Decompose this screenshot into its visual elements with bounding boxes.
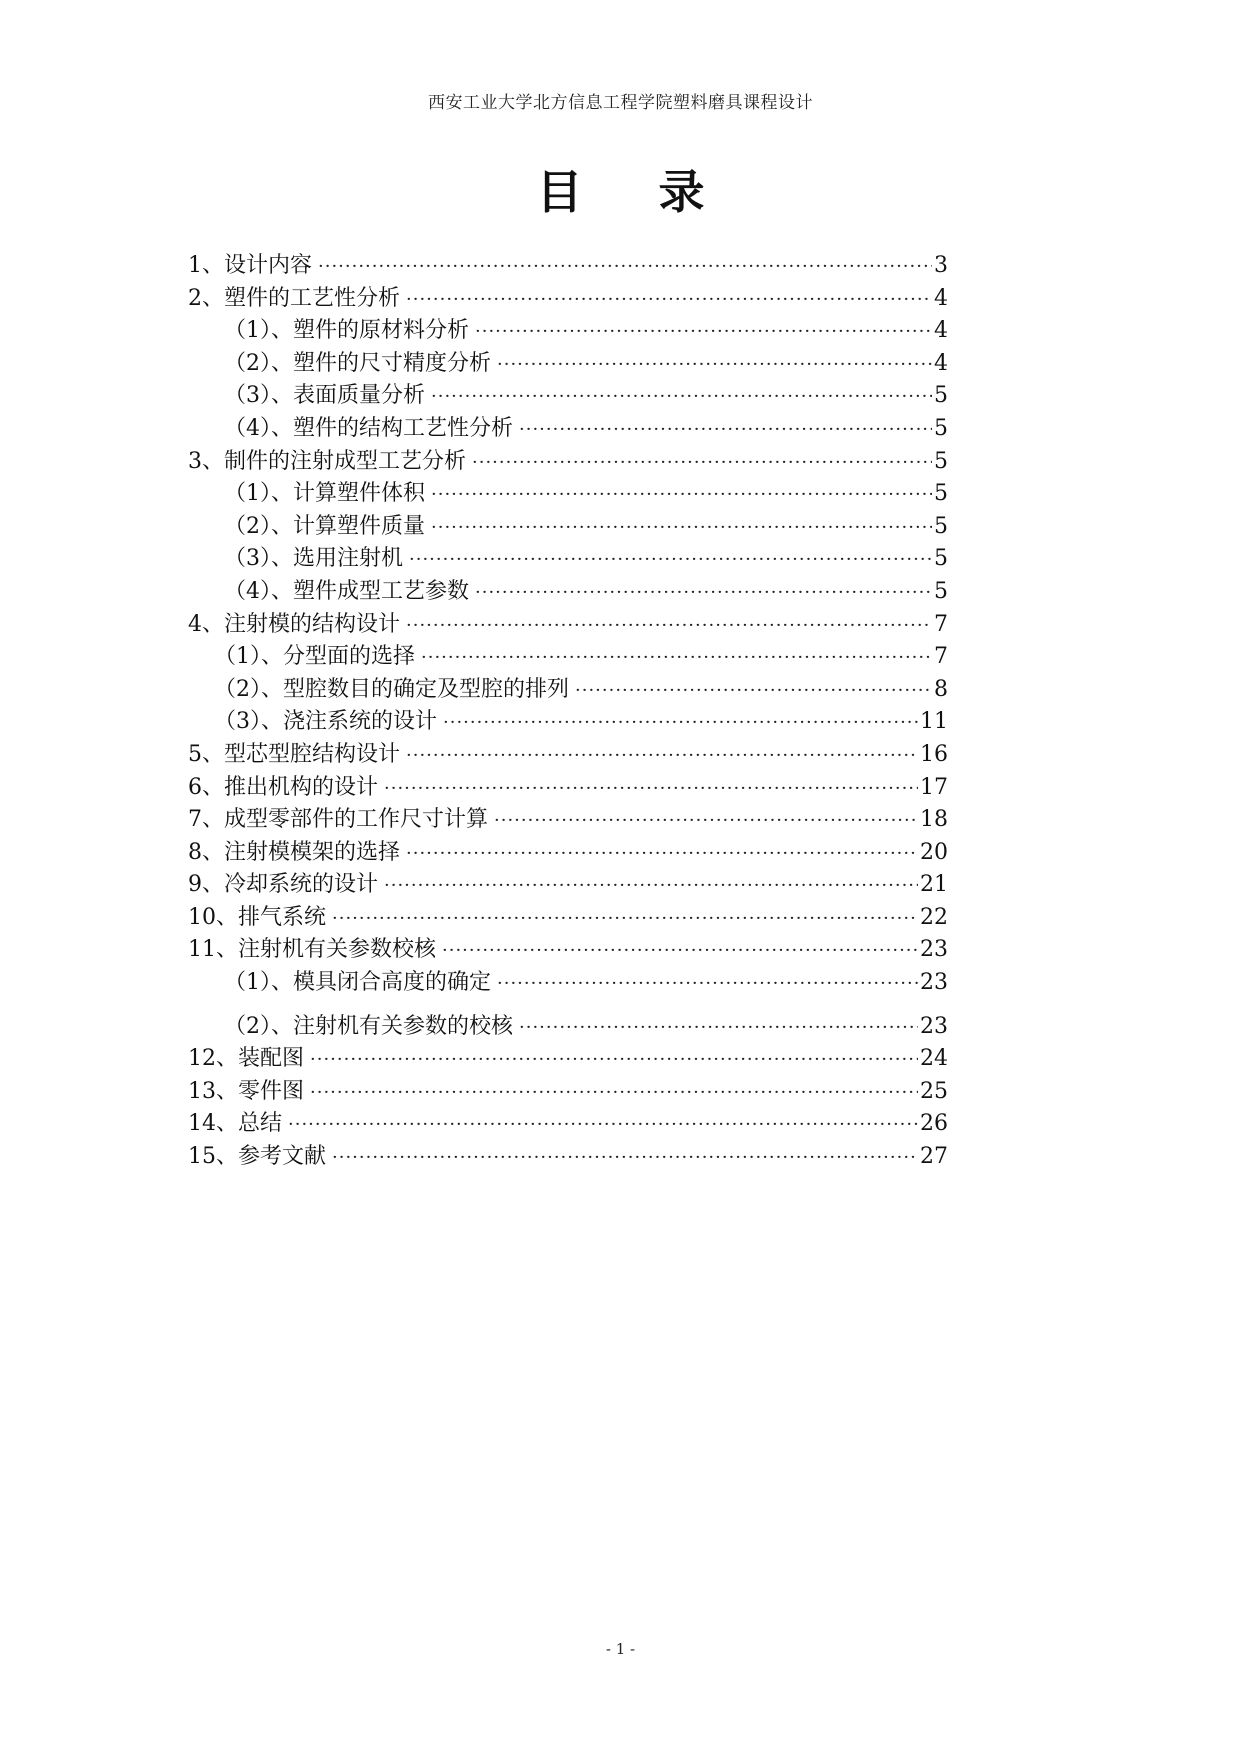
toc-entry[interactable] xyxy=(188,1139,948,1172)
toc-entry-label: 11、注射机有关参数校核 xyxy=(188,937,436,963)
toc-entry-page: 5 xyxy=(934,481,948,507)
toc-dot-leader xyxy=(406,289,932,310)
toc-entry-page: 26 xyxy=(920,1111,948,1137)
toc-entry-page: 17 xyxy=(920,774,948,800)
toc-dot-leader xyxy=(494,810,918,831)
toc-dot-leader xyxy=(519,1017,918,1038)
toc-entry-label: （3）、浇注系统的设计 xyxy=(214,709,437,735)
toc-dot-leader xyxy=(472,452,932,473)
toc-entry-page: 5 xyxy=(934,546,948,572)
toc-entry-label: （2）、型腔数目的确定及型腔的排列 xyxy=(214,676,569,702)
page-number: - 1 - xyxy=(605,1640,636,1658)
toc-entry-label: （1）、塑件的原材料分析 xyxy=(224,318,469,344)
toc-entry-label: 2、塑件的工艺性分析 xyxy=(188,285,400,311)
toc-entry-label: （1）、计算塑件体积 xyxy=(224,481,425,507)
toc-entry-page: 4 xyxy=(934,318,948,344)
toc-entry-label: （4）、塑件的结构工艺性分析 xyxy=(224,415,513,441)
toc-entry-label: 9、冷却系统的设计 xyxy=(188,872,378,898)
toc-entry[interactable] xyxy=(188,346,948,379)
toc-entry[interactable] xyxy=(188,704,948,737)
toc-title: 目 录 xyxy=(536,165,735,219)
toc-entry-page: 5 xyxy=(934,578,948,604)
toc-entry[interactable] xyxy=(188,444,948,477)
toc-entry-label: 3、制件的注射成型工艺分析 xyxy=(188,448,466,474)
toc-entry-label: （2）、计算塑件质量 xyxy=(224,513,425,539)
toc-dot-leader xyxy=(443,712,918,733)
toc-entry[interactable] xyxy=(188,248,948,281)
toc-entry[interactable] xyxy=(188,932,948,965)
toc-entry[interactable] xyxy=(188,411,948,444)
toc-entry-label: 4、注射模的结构设计 xyxy=(188,611,400,637)
toc-entry-page: 27 xyxy=(920,1144,948,1170)
toc-dot-leader xyxy=(288,1114,918,1135)
toc-entry-label: 10、排气系统 xyxy=(188,904,326,930)
toc-entry-label: （4）、塑件成型工艺参数 xyxy=(224,578,469,604)
toc-dot-leader xyxy=(431,386,932,407)
toc-entry-label: 6、推出机构的设计 xyxy=(188,774,378,800)
toc-entry[interactable] xyxy=(188,639,948,672)
toc-entry-label: （3）、选用注射机 xyxy=(224,546,403,572)
toc-entry[interactable] xyxy=(188,1009,948,1042)
toc-entry[interactable] xyxy=(188,737,948,770)
toc-entry-label: 14、总结 xyxy=(188,1111,282,1137)
toc-entry-label: （1）、模具闭合高度的确定 xyxy=(224,970,491,996)
running-header: 西安工业大学北方信息工程学院塑料磨具课程设计 xyxy=(428,93,813,113)
toc-entry-page: 5 xyxy=(934,448,948,474)
toc-entry-label: （3）、表面质量分析 xyxy=(224,383,425,409)
toc-entry[interactable] xyxy=(188,509,948,542)
toc-entry[interactable] xyxy=(188,900,948,933)
toc-dot-leader xyxy=(406,615,932,636)
toc-dot-leader xyxy=(421,647,932,668)
toc-entry[interactable] xyxy=(188,378,948,411)
toc-dot-leader xyxy=(310,1082,918,1103)
toc-entry-label: 13、零件图 xyxy=(188,1078,304,1104)
toc-entry[interactable] xyxy=(188,867,948,900)
toc-dot-leader xyxy=(497,354,932,375)
toc-entry-label: 1、设计内容 xyxy=(188,253,312,278)
toc-entry[interactable] xyxy=(188,835,948,868)
toc-entry-page: 7 xyxy=(934,644,948,670)
toc-entry-label: 8、注射模模架的选择 xyxy=(188,839,400,865)
toc-entry[interactable] xyxy=(188,1074,948,1107)
toc-entry[interactable] xyxy=(188,965,948,998)
toc-dot-leader xyxy=(475,582,932,603)
toc-entry[interactable] xyxy=(188,541,948,574)
toc-entry-page: 24 xyxy=(920,1046,948,1072)
toc-entry-page: 8 xyxy=(934,676,948,702)
toc-dot-leader xyxy=(406,745,918,766)
toc-entry-label: 5、型芯型腔结构设计 xyxy=(188,741,400,767)
toc-entry-page: 11 xyxy=(920,709,948,735)
toc-dot-leader xyxy=(310,1049,918,1070)
toc-entry-page: 7 xyxy=(934,611,948,637)
toc-dot-leader xyxy=(519,419,932,440)
toc-entry[interactable] xyxy=(188,1106,948,1139)
toc-dot-leader xyxy=(497,973,918,994)
toc-dot-leader xyxy=(575,680,932,701)
toc-entry-page: 5 xyxy=(934,513,948,539)
toc-entry-page: 20 xyxy=(920,839,948,865)
toc-entry-page: 23 xyxy=(920,970,948,996)
toc-entry[interactable] xyxy=(188,607,948,640)
toc-list xyxy=(188,248,948,1172)
toc-entry-label: 15、参考文献 xyxy=(188,1144,326,1170)
toc-dot-leader xyxy=(332,1147,918,1168)
toc-dot-leader xyxy=(431,517,932,538)
toc-entry-page: 23 xyxy=(920,1013,948,1039)
toc-entry-page: 16 xyxy=(920,741,948,767)
toc-dot-leader xyxy=(384,875,918,896)
toc-entry-label: 7、成型零部件的工作尺寸计算 xyxy=(188,807,488,833)
toc-entry[interactable] xyxy=(188,1041,948,1074)
toc-entry-page: 22 xyxy=(920,904,948,930)
toc-dot-leader xyxy=(406,843,918,864)
toc-dot-leader xyxy=(384,778,918,799)
toc-entry-page: 18 xyxy=(920,807,948,833)
toc-entry-label: （2）、塑件的尺寸精度分析 xyxy=(224,350,491,376)
toc-entry-page: 23 xyxy=(920,937,948,963)
toc-entry-page: 5 xyxy=(934,383,948,409)
toc-entry-label: （2）、注射机有关参数的校核 xyxy=(224,1013,513,1039)
toc-dot-leader xyxy=(442,940,918,961)
toc-entry[interactable] xyxy=(188,313,948,346)
toc-entry-page: 21 xyxy=(920,872,948,898)
toc-entry[interactable] xyxy=(188,476,948,509)
toc-entry-page: 4 xyxy=(934,285,948,311)
toc-entry-page: 5 xyxy=(934,415,948,441)
toc-entry[interactable] xyxy=(188,672,948,705)
toc-entry-page: 4 xyxy=(934,350,948,376)
toc-dot-leader xyxy=(318,256,932,277)
toc-entry[interactable] xyxy=(188,281,948,314)
toc-entry[interactable] xyxy=(188,802,948,835)
toc-entry-label: 12、装配图 xyxy=(188,1046,304,1072)
toc-dot-leader xyxy=(431,484,932,505)
toc-dot-leader xyxy=(409,549,932,570)
toc-entry[interactable] xyxy=(188,770,948,803)
toc-entry-page: 25 xyxy=(920,1078,948,1104)
toc-entry-page: 3 xyxy=(934,253,948,278)
toc-dot-leader xyxy=(332,908,918,929)
toc-entry-label: （1）、分型面的选择 xyxy=(214,644,415,670)
toc-entry[interactable] xyxy=(188,574,948,607)
toc-dot-leader xyxy=(475,321,932,342)
